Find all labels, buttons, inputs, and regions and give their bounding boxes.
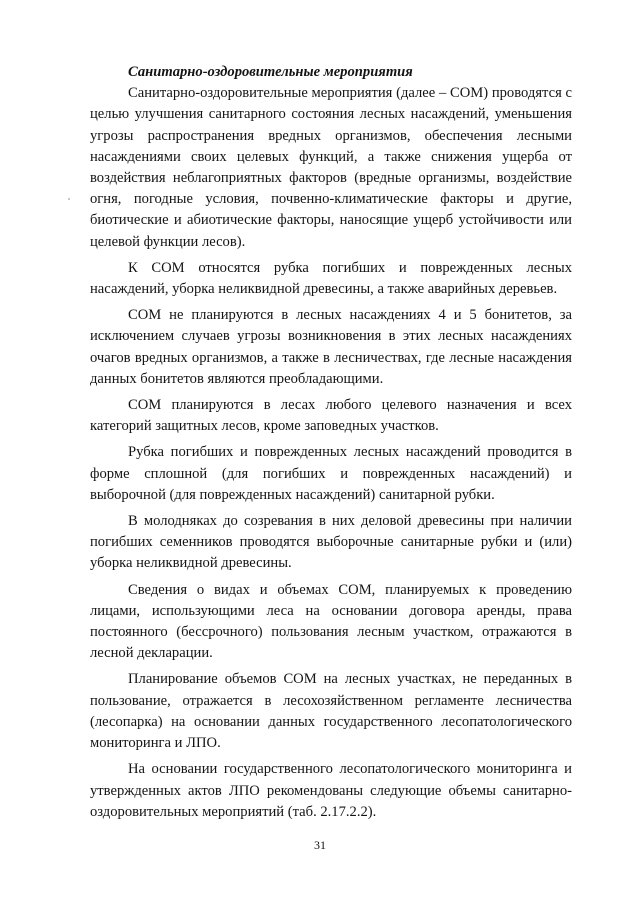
- paragraph-purpose: Санитарно-оздоровительные мероприятия (далее – СОМ) проводятся с целью улучшения санитарного состояния лесных насаждений, уменьшения угрозы распространения вредных организмов, обеспечения лесными насаждениями своих целевых функций, а также снижения ущерба от воздействия неблагоприятных факторов (вредные организмы, воздействие огня, погодные условия, почвенно-климатические факторы и другие, биотические и абиотические факторы, наносящие ущерб устойчивости или целевой функции лесов).: [90, 85, 572, 250]
- page-content: [90, 62, 572, 823]
- paragraph-recommended-volumes: На основании государственного лесопатологического мониторинга и утвержденных актов ЛПО рекомендованы следующие объемы санитарно-оздоровительных мероприятий (таб. 2.17.2.2).: [90, 761, 572, 820]
- paragraph-bonitet-exclusion: СОМ не планируются в лесных насаждениях 4 и 5 бонитетов, за исключением случаев угрозы возникновения в этих лесных насаждениях очагов вредных организмов, а также в лесничествах, где лесные насаждения данных бонитетов являются преобладающими.: [90, 307, 572, 387]
- paragraph-scope: К СОМ относятся рубка погибших и поврежденных лесных насаждений, уборка неликвидной древесины, а также аварийных деревьев.: [90, 259, 572, 298]
- paragraph-planning: Планирование объемов СОМ на лесных участках, не переданных в пользование, отражается в лесохозяйственном регламенте лесничества (лесопарка) на основании данных государственного лесопатологического мониторинга и ЛПО.: [90, 671, 572, 752]
- section-heading: Санитарно-оздоровительные мероприятия: [128, 64, 413, 80]
- paragraph-young-stands: В молодняках до созревания в них деловой древесины при наличии погибших семенников проводятся выборочные санитарные рубки и (или) уборка неликвидной древесины.: [90, 513, 572, 572]
- scan-speck: [68, 198, 70, 200]
- page-number: 31: [314, 838, 326, 852]
- paragraph-felling-forms: Рубка погибших и поврежденных лесных насаждений проводится в форме сплошной (для погибших и поврежденных насаждений) и выборочной (для поврежденных насаждений) санитарной рубки.: [90, 444, 572, 503]
- paragraph-forest-categories: СОМ планируются в лесах любого целевого назначения и всех категорий защитных лесов, кроме заповедных участков.: [90, 397, 572, 435]
- paragraph-lease-declaration: Сведения о видах и объемах СОМ, планируемых к проведению лицами, использующими леса на основании договора аренды, права постоянного (бессрочного) пользования лесным участком, отражаются в лесной декларации.: [90, 581, 572, 662]
